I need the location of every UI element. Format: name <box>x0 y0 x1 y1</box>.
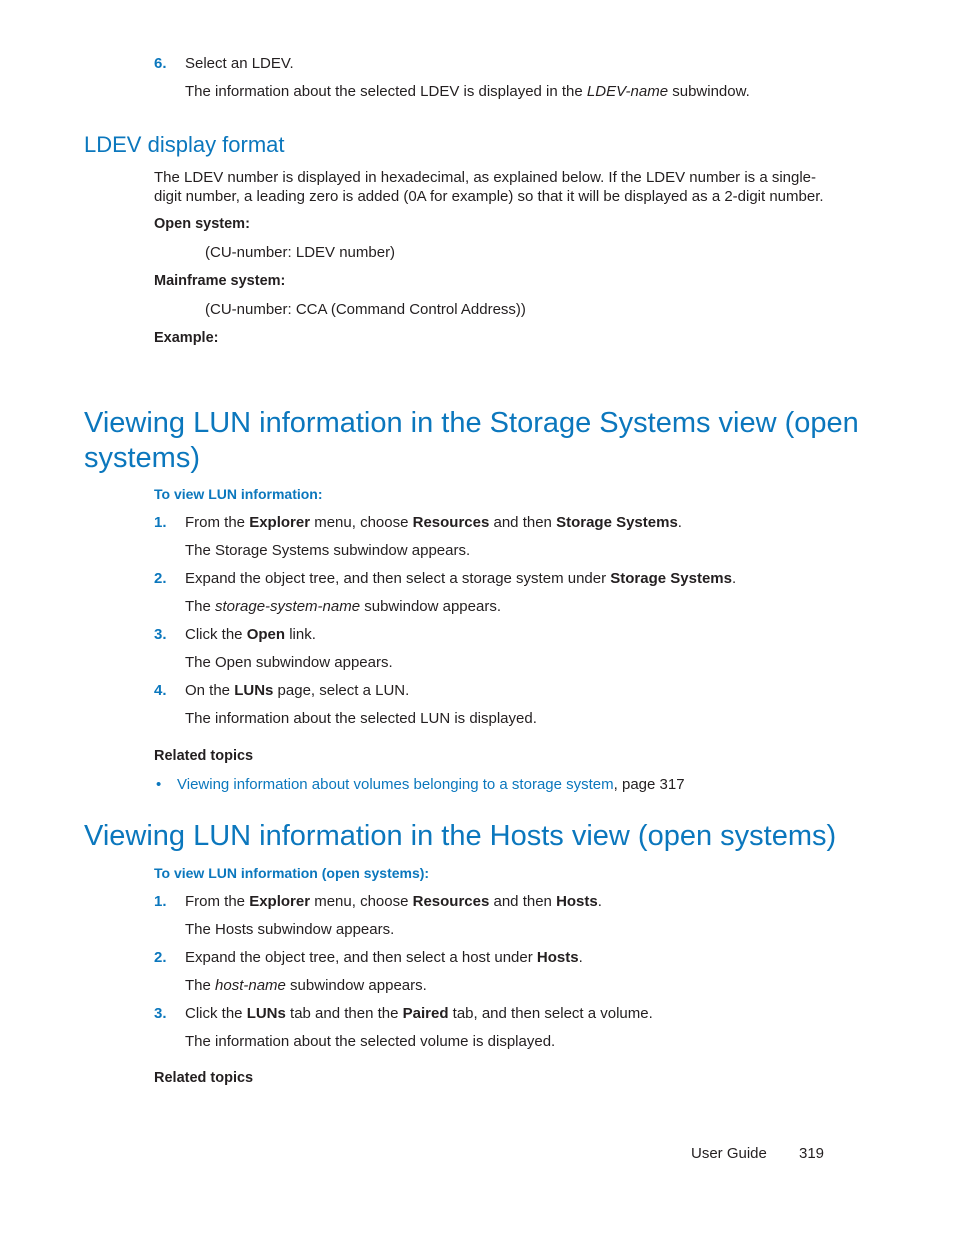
step-number: 2. <box>154 570 167 587</box>
step-result: The information about the selected LUN is displayed. <box>185 710 537 727</box>
step-text: From the Explorer menu, choose Resources and then Hosts. <box>185 893 602 910</box>
step-result: The storage-system-name subwindow appears. <box>185 598 501 615</box>
ldev-intro: The LDEV number is displayed in hexadecimal, as explained below. If the LDEV number is a single-digit number, a leading zero is added (0A for example) so that it will be displayed as a 2-digit number. <box>154 169 824 205</box>
step-result: The Open subwindow appears. <box>185 654 393 671</box>
step-number: 1. <box>154 893 167 910</box>
procedure-title: To view LUN information: <box>154 486 323 502</box>
related-topics-heading: Related topics <box>154 1070 254 1086</box>
open-system-value: (CU-number: LDEV number) <box>205 244 396 261</box>
page-title-continued: systems) <box>84 442 200 474</box>
example-label: Example: <box>154 330 219 346</box>
step-number: 1. <box>154 514 167 531</box>
step-result: The Storage Systems subwindow appears. <box>185 542 471 559</box>
step-result: The host-name subwindow appears. <box>185 977 427 994</box>
step-text: Expand the object tree, and then select a storage system under Storage Systems. <box>185 570 737 587</box>
step-text: Expand the object tree, and then select a host under Hosts. <box>185 949 583 966</box>
step-number: 3. <box>154 626 167 643</box>
section-heading: LDEV display format <box>84 132 285 157</box>
related-topic-link[interactable]: Viewing information about volumes belonging to a storage system <box>177 776 614 793</box>
open-system-label: Open system: <box>154 216 250 232</box>
step-result: The information about the selected volume is displayed. <box>185 1033 556 1050</box>
step-result: The information about the selected LDEV is displayed in the LDEV-name subwindow. <box>185 83 750 100</box>
related-topics-heading: Related topics <box>154 748 254 764</box>
page-title: Viewing LUN information in the Storage Systems view (open <box>84 407 859 439</box>
step-text: Click the LUNs tab and then the Paired tab, and then select a volume. <box>185 1005 653 1022</box>
step-number: 6. <box>154 55 167 72</box>
step-number: 4. <box>154 682 167 699</box>
step-text: On the LUNs page, select a LUN. <box>185 682 410 699</box>
step-text: Select an LDEV. <box>185 55 294 72</box>
step-number: 3. <box>154 1005 167 1022</box>
step-result: The Hosts subwindow appears. <box>185 921 395 938</box>
mainframe-system-label: Mainframe system: <box>154 273 286 289</box>
footer-guide-title: User Guide <box>691 1145 767 1162</box>
page-number: 319 <box>799 1145 825 1162</box>
related-topic-item: Viewing information about volumes belonging to a storage system, page 317 <box>177 776 685 793</box>
mainframe-system-value: (CU-number: CCA (Command Control Address)) <box>205 301 526 318</box>
step-number: 2. <box>154 949 167 966</box>
step-text: Click the Open link. <box>185 626 316 643</box>
page-title: Viewing LUN information in the Hosts view (open systems) <box>84 820 837 852</box>
bullet: • <box>156 776 162 793</box>
procedure-title: To view LUN information (open systems): <box>154 865 430 881</box>
step-text: From the Explorer menu, choose Resources and then Storage Systems. <box>185 514 682 531</box>
